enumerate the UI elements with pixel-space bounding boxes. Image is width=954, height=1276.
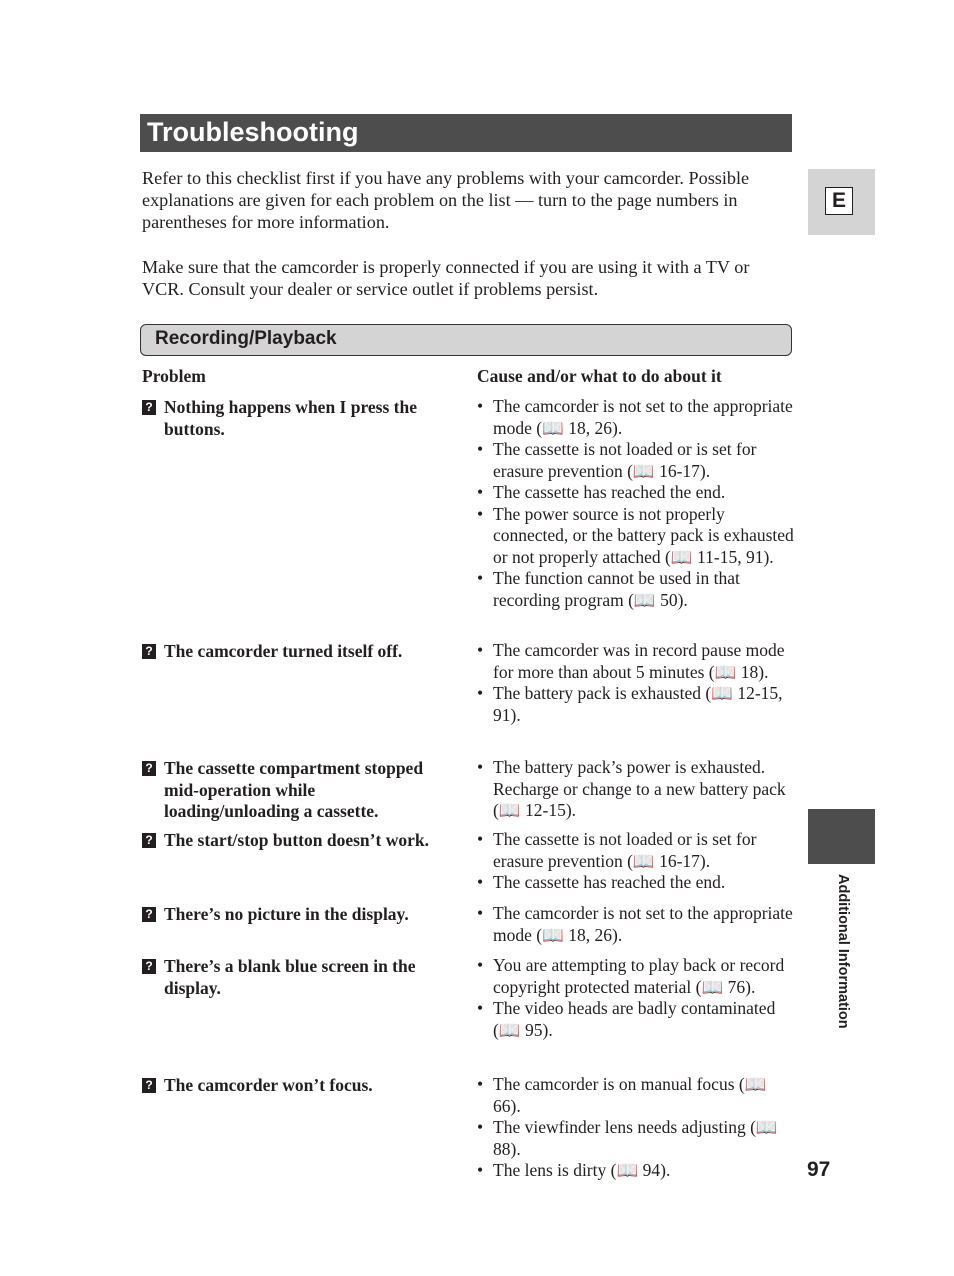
cause-item: • The battery pack is exhausted (📖 12-15, 91). [477, 683, 797, 726]
cause-item: • The cassette has reached the end. [477, 482, 797, 504]
question-icon: ? [142, 1078, 156, 1093]
question-icon: ? [142, 907, 156, 922]
question-icon: ? [142, 833, 156, 848]
cause-item: • You are attempting to play back or record copyright protected material (📖 76). [477, 955, 797, 998]
cause-column-header: Cause and/or what to do about it [477, 366, 722, 386]
section-marker-block [808, 809, 875, 864]
cause-list [477, 757, 797, 822]
problem-cell [142, 397, 447, 440]
section-title: Recording/Playback [155, 328, 337, 349]
problem-text: The camcorder turned itself off. [164, 641, 403, 661]
intro-paragraph-1: Refer to this checklist first if you have any problems with your camcorder. Possible explanations are given for each problem on the list — turn to the page numbers in parentheses for more information. [142, 168, 750, 232]
page-number: 97 [807, 1158, 831, 1181]
cause-item: • The function cannot be used in that recording program (📖 50). [477, 568, 797, 611]
question-icon: ? [142, 959, 156, 974]
problem-cell [142, 641, 447, 663]
page-title: Troubleshooting [147, 117, 359, 147]
cause-item: • The camcorder is not set to the appropriate mode (📖 18, 26). [477, 903, 797, 946]
cause-list [477, 396, 797, 611]
cause-item: • The viewfinder lens needs adjusting (📖 88). [477, 1117, 797, 1160]
cause-list [477, 955, 797, 1041]
problem-cell [142, 830, 447, 852]
problem-cell [142, 956, 447, 999]
question-icon: ? [142, 400, 156, 415]
cause-item: • The cassette has reached the end. [477, 872, 797, 894]
problem-text: There’s no picture in the display. [164, 904, 409, 924]
section-bar [140, 324, 792, 356]
problem-text: The cassette compartment stopped mid-operation while loading/unloading a cassette. [164, 758, 424, 821]
cause-list [477, 903, 797, 946]
problem-text: Nothing happens when I press the buttons. [164, 397, 418, 439]
cause-list [477, 640, 797, 726]
title-bar [140, 114, 792, 152]
language-tab [808, 169, 875, 235]
side-section-label [808, 874, 854, 1029]
problem-text: The camcorder won’t focus. [164, 1075, 373, 1095]
problem-cell [142, 758, 447, 823]
question-icon: ? [142, 644, 156, 659]
cause-item: • The lens is dirty (📖 94). [477, 1160, 797, 1182]
cause-item: • The camcorder was in record pause mode for more than about 5 minutes (📖 18). [477, 640, 797, 683]
cause-item: • The battery pack’s power is exhausted. Recharge or change to a new battery pack (📖 12-15). [477, 757, 797, 822]
problem-text: The start/stop button doesn’t work. [164, 830, 429, 850]
intro-paragraph-2: Make sure that the camcorder is properly connected if you are using it with a TV or VCR. Consult your dealer or service outlet if problems persist. [142, 257, 750, 299]
cause-list [477, 1074, 797, 1182]
cause-list [477, 829, 797, 894]
cause-item: • The camcorder is on manual focus (📖 66). [477, 1074, 797, 1117]
language-tab-letter: E [825, 187, 853, 215]
cause-item: • The cassette is not loaded or is set for erasure prevention (📖 16-17). [477, 829, 797, 872]
problem-text: There’s a blank blue screen in the display. [164, 956, 416, 998]
cause-item: • The cassette is not loaded or is set for erasure prevention (📖 16-17). [477, 439, 797, 482]
cause-item: • The camcorder is not set to the appropriate mode (📖 18, 26). [477, 396, 797, 439]
side-section-text: Additional Information [835, 874, 851, 1029]
problem-cell [142, 1075, 447, 1097]
problem-cell [142, 904, 447, 926]
problem-column-header: Problem [142, 366, 206, 386]
cause-item: • The power source is not properly connected, or the battery pack is exhausted or not properly attached (📖 11-15, 91). [477, 504, 797, 569]
question-icon: ? [142, 761, 156, 776]
cause-item: • The video heads are badly contaminated (📖 95). [477, 998, 797, 1041]
